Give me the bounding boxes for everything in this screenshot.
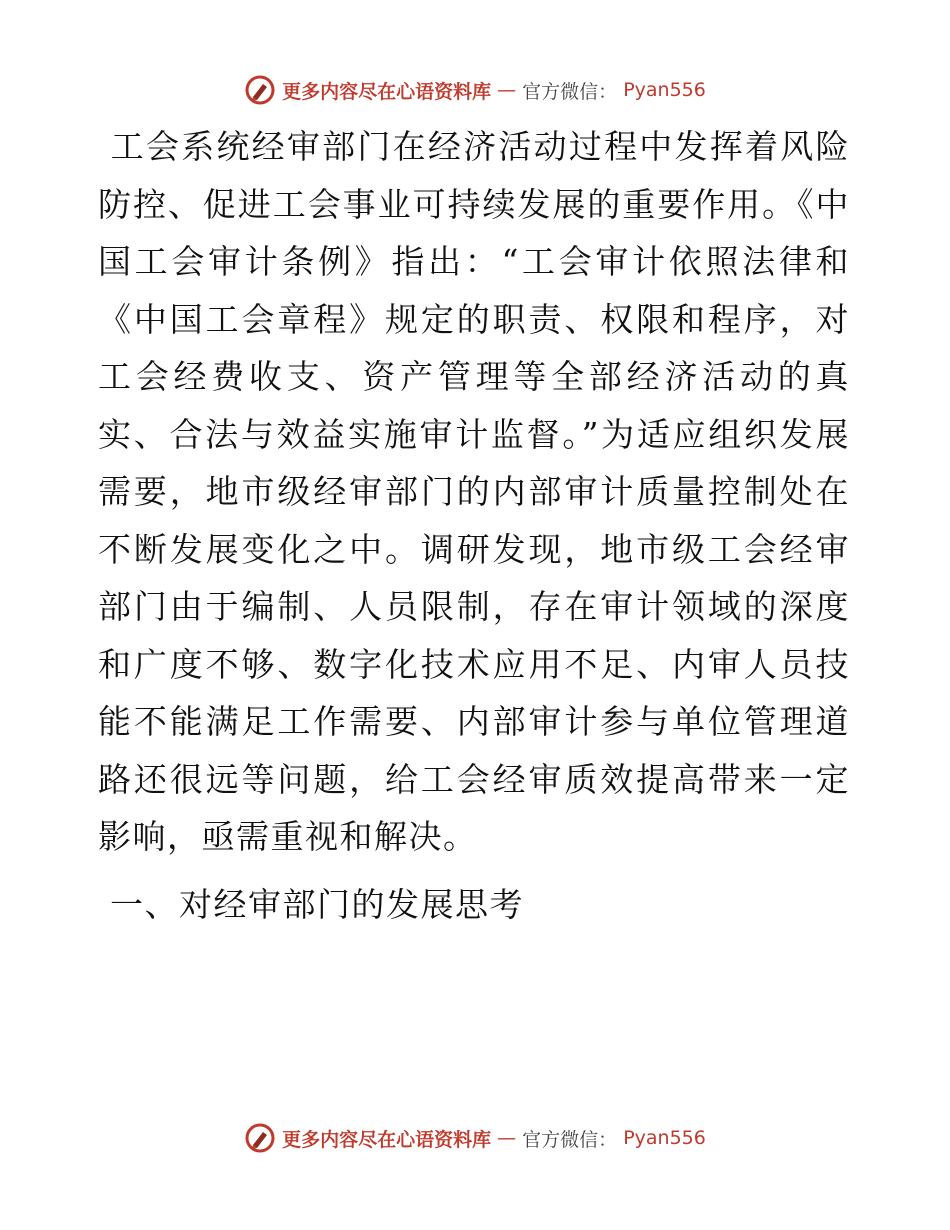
wechat-label: 官方微信： [522, 80, 618, 103]
section-heading: 一、对经审部门的发展思考 [98, 884, 524, 924]
body-paragraph: 工会系统经审部门在经济活动过程中发挥着风险防控、促进工会事业可持续发展的重要作用。《中国工会审计条例》指出：“工会审计依照法律和《中国工会章程》规定的职责、权限和程序，对工会经费收支、资产管理等全部经济活动的真实、合法与效益实施审计监督。”为适应组织发展需要，地市级经审部门的内部审计质量控制处在不断发展变化之中。调研发现，地市级工会经审部门由于编制、人员限制，存在审计领域的深度和广度不够、数字化技术应用不足、内审人员技能不能满足工作需要、内部审计参与单位管理道路还很远等问题，给工会经审质效提高带来一定影响，亟需重视和解决。 [98, 127, 850, 856]
pen-circle-logo-icon [244, 1122, 276, 1154]
separator-dash: — [497, 1127, 517, 1149]
footer-watermark [0, 1118, 950, 1158]
wechat-label: 官方微信： [522, 1128, 618, 1151]
wechat-account: Pyan556 [623, 1127, 706, 1149]
header-watermark [0, 70, 950, 110]
promo-text: 更多内容尽在心语资料库 [282, 80, 492, 103]
wechat-account: Pyan556 [623, 79, 706, 101]
document-body [98, 118, 850, 933]
separator-dash: — [497, 79, 517, 101]
pen-circle-logo-icon [244, 74, 276, 106]
promo-text: 更多内容尽在心语资料库 [282, 1128, 492, 1151]
